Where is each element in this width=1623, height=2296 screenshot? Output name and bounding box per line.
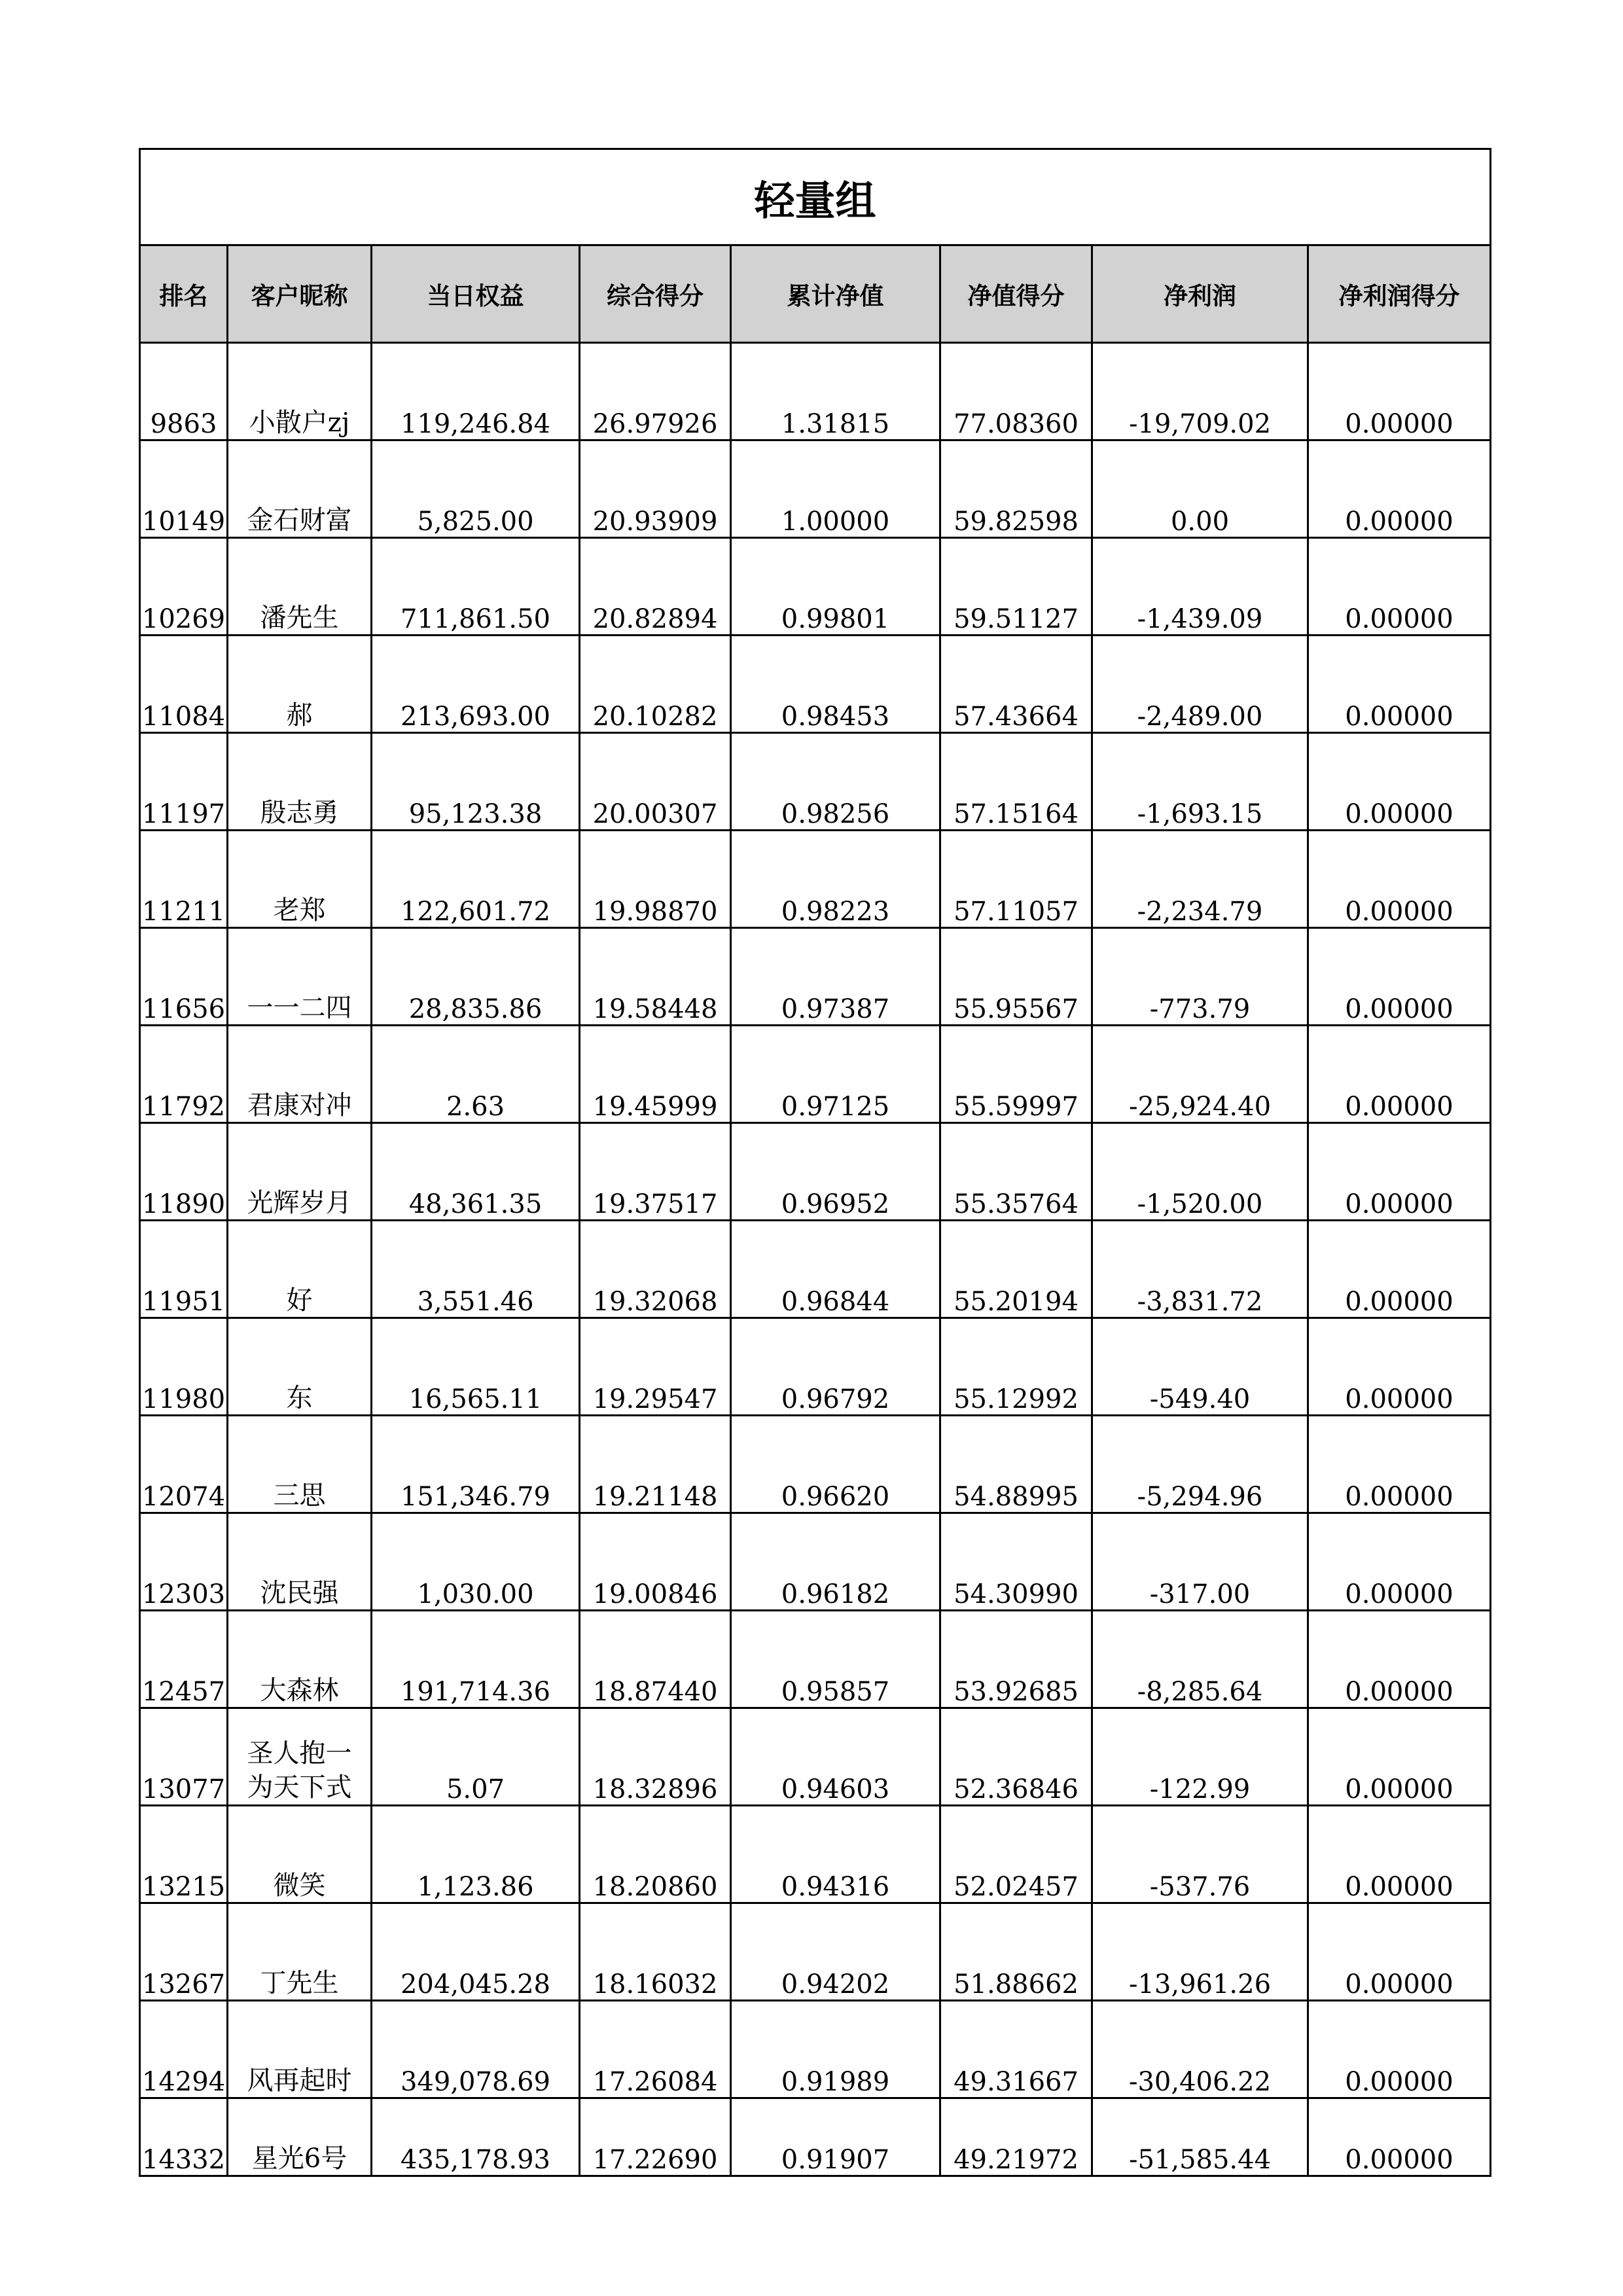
cell-score: 20.93909: [580, 440, 731, 538]
cell-rank: 12074: [140, 1416, 228, 1513]
cell-rank: 13215: [140, 1806, 228, 1903]
cell-profit: -51,585.44: [1092, 2098, 1308, 2176]
table-row: [140, 440, 1491, 538]
cell-profit: -30,406.22: [1092, 2001, 1308, 2098]
cell-nickname: 丁先生: [228, 1903, 372, 2001]
cell-profit-score: 0.00000: [1308, 538, 1491, 636]
cell-nav: 1.31815: [731, 343, 940, 440]
cell-score: 19.37517: [580, 1123, 731, 1221]
cell-equity: 349,078.69: [372, 2001, 580, 2098]
cell-nickname: 殷志勇: [228, 733, 372, 831]
cell-equity: 28,835.86: [372, 928, 580, 1026]
table-row: [140, 2001, 1491, 2098]
cell-profit: -13,961.26: [1092, 1903, 1308, 2001]
cell-score: 18.32896: [580, 1708, 731, 1806]
cell-nav-score: 57.15164: [940, 733, 1092, 831]
cell-equity: 5,825.00: [372, 440, 580, 538]
cell-score: 19.32068: [580, 1221, 731, 1318]
cell-nickname: 沈民强: [228, 1513, 372, 1611]
header-profit: 净利润: [1092, 245, 1308, 343]
cell-rank: 11792: [140, 1026, 228, 1123]
cell-nav-score: 49.31667: [940, 2001, 1092, 2098]
cell-rank: 10149: [140, 440, 228, 538]
cell-rank: 11951: [140, 1221, 228, 1318]
cell-nickname: 三思: [228, 1416, 372, 1513]
cell-score: 19.58448: [580, 928, 731, 1026]
cell-nav: 0.94316: [731, 1806, 940, 1903]
header-score: 综合得分: [580, 245, 731, 343]
cell-profit: -549.40: [1092, 1318, 1308, 1416]
cell-rank: 12303: [140, 1513, 228, 1611]
cell-nav-score: 55.35764: [940, 1123, 1092, 1221]
cell-rank: 14332: [140, 2098, 228, 2176]
cell-profit-score: 0.00000: [1308, 1611, 1491, 1708]
cell-profit: -122.99: [1092, 1708, 1308, 1806]
table-row: [140, 2098, 1491, 2176]
cell-profit: -317.00: [1092, 1513, 1308, 1611]
table-row: [140, 538, 1491, 636]
cell-score: 18.20860: [580, 1806, 731, 1903]
cell-rank: 10269: [140, 538, 228, 636]
nickname-line: 圣人抱一: [247, 1738, 352, 1768]
cell-nav: 0.97125: [731, 1026, 940, 1123]
cell-nav: 0.98223: [731, 831, 940, 928]
cell-profit-score: 0.00000: [1308, 831, 1491, 928]
cell-nav-score: 59.82598: [940, 440, 1092, 538]
table-row: [140, 343, 1491, 440]
cell-profit-score: 0.00000: [1308, 1708, 1491, 1806]
nickname-line: 为天下式: [247, 1772, 352, 1803]
cell-nav: 0.97387: [731, 928, 940, 1026]
cell-profit-score: 0.00000: [1308, 733, 1491, 831]
cell-equity: 48,361.35: [372, 1123, 580, 1221]
cell-score: 17.26084: [580, 2001, 731, 2098]
cell-nickname: 小散户zj: [228, 343, 372, 440]
table-row: [140, 733, 1491, 831]
cell-rank: 11890: [140, 1123, 228, 1221]
table-row: [140, 1903, 1491, 2001]
cell-nav-score: 59.51127: [940, 538, 1092, 636]
cell-nav-score: 49.21972: [940, 2098, 1092, 2176]
cell-profit: -2,489.00: [1092, 636, 1308, 733]
cell-profit-score: 0.00000: [1308, 1513, 1491, 1611]
cell-nickname: 一一二四: [228, 928, 372, 1026]
cell-profit: -1,439.09: [1092, 538, 1308, 636]
cell-nav: 0.98453: [731, 636, 940, 733]
cell-nav-score: 55.59997: [940, 1026, 1092, 1123]
cell-nickname: 大森林: [228, 1611, 372, 1708]
cell-equity: 711,861.50: [372, 538, 580, 636]
cell-nav-score: 52.02457: [940, 1806, 1092, 1903]
cell-profit-score: 0.00000: [1308, 1318, 1491, 1416]
cell-nav-score: 54.30990: [940, 1513, 1092, 1611]
cell-nav-score: 57.11057: [940, 831, 1092, 928]
cell-rank: 11211: [140, 831, 228, 928]
cell-nav-score: 51.88662: [940, 1903, 1092, 2001]
cell-equity: 119,246.84: [372, 343, 580, 440]
table-row: [140, 1611, 1491, 1708]
cell-score: 19.29547: [580, 1318, 731, 1416]
cell-nav: 0.94202: [731, 1903, 940, 2001]
cell-score: 19.45999: [580, 1026, 731, 1123]
cell-nav: 0.99801: [731, 538, 940, 636]
cell-profit: -1,520.00: [1092, 1123, 1308, 1221]
cell-profit: -773.79: [1092, 928, 1308, 1026]
cell-profit: -25,924.40: [1092, 1026, 1308, 1123]
cell-profit-score: 0.00000: [1308, 1123, 1491, 1221]
cell-score: 19.98870: [580, 831, 731, 928]
header-nav-score: 净值得分: [940, 245, 1092, 343]
cell-nav-score: 55.12992: [940, 1318, 1092, 1416]
cell-rank: 14294: [140, 2001, 228, 2098]
header-rank: 排名: [140, 245, 228, 343]
cell-profit: -19,709.02: [1092, 343, 1308, 440]
cell-equity: 3,551.46: [372, 1221, 580, 1318]
cell-nickname: 微笑: [228, 1806, 372, 1903]
cell-profit-score: 0.00000: [1308, 636, 1491, 733]
cell-profit-score: 0.00000: [1308, 1903, 1491, 2001]
cell-nav-score: 55.95567: [940, 928, 1092, 1026]
cell-profit-score: 0.00000: [1308, 1221, 1491, 1318]
cell-nav: 0.96952: [731, 1123, 940, 1221]
cell-nav: 0.95857: [731, 1611, 940, 1708]
cell-profit-score: 0.00000: [1308, 1416, 1491, 1513]
cell-equity: 435,178.93: [372, 2098, 580, 2176]
cell-rank: 13077: [140, 1708, 228, 1806]
cell-rank: 11656: [140, 928, 228, 1026]
cell-profit: -537.76: [1092, 1806, 1308, 1903]
cell-score: 17.22690: [580, 2098, 731, 2176]
cell-equity: 122,601.72: [372, 831, 580, 928]
cell-equity: 5.07: [372, 1708, 580, 1806]
table-row: [140, 1806, 1491, 1903]
cell-equity: 151,346.79: [372, 1416, 580, 1513]
table-row: [140, 928, 1491, 1026]
cell-nickname: 风再起时: [228, 2001, 372, 2098]
cell-nickname: 金石财富: [228, 440, 372, 538]
cell-nickname: 东: [228, 1318, 372, 1416]
cell-nickname: [228, 1708, 372, 1806]
cell-nav-score: 54.88995: [940, 1416, 1092, 1513]
cell-nickname: 光辉岁月: [228, 1123, 372, 1221]
cell-rank: 9863: [140, 343, 228, 440]
table-row: [140, 636, 1491, 733]
cell-nav: 0.94603: [731, 1708, 940, 1806]
cell-nav: 0.91907: [731, 2098, 940, 2176]
cell-nav-score: 52.36846: [940, 1708, 1092, 1806]
cell-profit-score: 0.00000: [1308, 2098, 1491, 2176]
header-profit-score: 净利润得分: [1308, 245, 1491, 343]
table-row: [140, 831, 1491, 928]
cell-score: 20.10282: [580, 636, 731, 733]
table-row: [140, 1123, 1491, 1221]
cell-nav: 0.96182: [731, 1513, 940, 1611]
cell-nav: 0.96792: [731, 1318, 940, 1416]
cell-score: 19.21148: [580, 1416, 731, 1513]
header-equity: 当日权益: [372, 245, 580, 343]
header-row: [140, 245, 1491, 343]
cell-equity: 2.63: [372, 1026, 580, 1123]
header-nickname: 客户昵称: [228, 245, 372, 343]
cell-rank: 11197: [140, 733, 228, 831]
cell-profit-score: 0.00000: [1308, 928, 1491, 1026]
cell-profit: -5,294.96: [1092, 1416, 1308, 1513]
cell-equity: 213,693.00: [372, 636, 580, 733]
cell-profit: 0.00: [1092, 440, 1308, 538]
cell-score: 20.82894: [580, 538, 731, 636]
cell-nav-score: 57.43664: [940, 636, 1092, 733]
cell-profit: -3,831.72: [1092, 1221, 1308, 1318]
table-title: 轻量组: [140, 149, 1491, 245]
table-row: [140, 1318, 1491, 1416]
cell-equity: 1,030.00: [372, 1513, 580, 1611]
cell-profit: -1,693.15: [1092, 733, 1308, 831]
table-row: [140, 1221, 1491, 1318]
cell-rank: 12457: [140, 1611, 228, 1708]
cell-profit-score: 0.00000: [1308, 1026, 1491, 1123]
cell-score: 18.16032: [580, 1903, 731, 2001]
cell-nickname: 老郑: [228, 831, 372, 928]
header-nav: 累计净值: [731, 245, 940, 343]
cell-nickname: 好: [228, 1221, 372, 1318]
cell-nav: 0.98256: [731, 733, 940, 831]
table-row: [140, 1416, 1491, 1513]
cell-score: 19.00846: [580, 1513, 731, 1611]
cell-equity: 16,565.11: [372, 1318, 580, 1416]
cell-nickname: 郝: [228, 636, 372, 733]
cell-nav-score: 77.08360: [940, 343, 1092, 440]
cell-score: 20.00307: [580, 733, 731, 831]
table-row: [140, 1708, 1491, 1806]
cell-equity: 191,714.36: [372, 1611, 580, 1708]
table-row: [140, 1026, 1491, 1123]
cell-rank: 11980: [140, 1318, 228, 1416]
cell-nav-score: 55.20194: [940, 1221, 1092, 1318]
cell-rank: 11084: [140, 636, 228, 733]
cell-profit: -8,285.64: [1092, 1611, 1308, 1708]
cell-score: 26.97926: [580, 343, 731, 440]
cell-nickname: 潘先生: [228, 538, 372, 636]
cell-nav: 0.91989: [731, 2001, 940, 2098]
cell-nav: 0.96620: [731, 1416, 940, 1513]
cell-equity: 1,123.86: [372, 1806, 580, 1903]
cell-nav: 0.96844: [731, 1221, 940, 1318]
cell-profit-score: 0.00000: [1308, 2001, 1491, 2098]
cell-profit-score: 0.00000: [1308, 1806, 1491, 1903]
cell-equity: 204,045.28: [372, 1903, 580, 2001]
cell-nav: 1.00000: [731, 440, 940, 538]
cell-equity: 95,123.38: [372, 733, 580, 831]
cell-rank: 13267: [140, 1903, 228, 2001]
cell-profit-score: 0.00000: [1308, 440, 1491, 538]
cell-nav-score: 53.92685: [940, 1611, 1092, 1708]
cell-nickname: 星光6号: [228, 2098, 372, 2176]
ranking-table: [139, 148, 1491, 2177]
cell-nickname: 君康对冲: [228, 1026, 372, 1123]
ranking-sheet: [139, 148, 1489, 2177]
cell-profit-score: 0.00000: [1308, 343, 1491, 440]
table-row: [140, 1513, 1491, 1611]
cell-score: 18.87440: [580, 1611, 731, 1708]
cell-profit: -2,234.79: [1092, 831, 1308, 928]
